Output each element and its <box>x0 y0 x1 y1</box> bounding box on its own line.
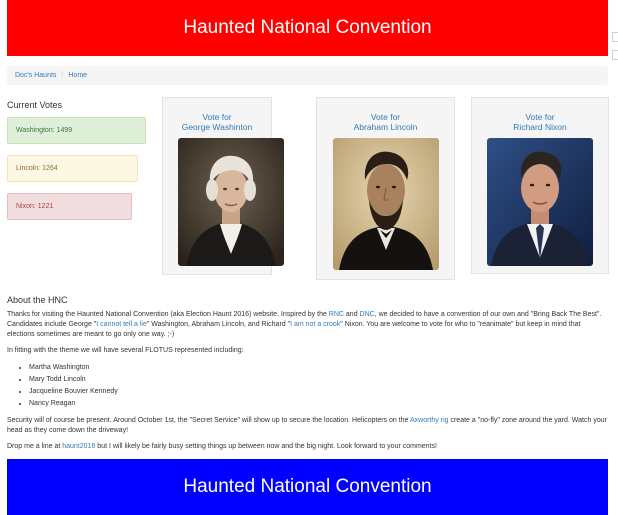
text-segment: and <box>343 311 360 318</box>
text-segment: create a "no-fly" zone around the yard. Watch your head as they come down the driveway! <box>7 417 607 434</box>
about-heading: About the HNC <box>7 295 68 305</box>
breadcrumb <box>7 66 608 85</box>
haunt2016-link[interactable]: haunt2016 <box>62 443 96 450</box>
edge-marker <box>612 50 618 60</box>
text-segment: Drop me a line at <box>7 443 63 450</box>
list-item: • Mary Todd Lincoln <box>29 374 608 386</box>
header-title: Haunted National Convention <box>183 17 432 38</box>
not-a-crook-link[interactable]: I am not a crook <box>290 321 341 328</box>
candidate-card-washington <box>162 97 272 275</box>
about-paragraph-intro <box>7 310 608 340</box>
portrait-nixon[interactable] <box>487 138 593 266</box>
list-item: • Jacqueline Bouvier Kennedy <box>29 386 608 398</box>
edge-marker <box>612 32 618 42</box>
vote-lincoln-link[interactable] <box>317 112 454 132</box>
vote-washington-link[interactable] <box>163 112 271 132</box>
tally-label: Washington: 1499 <box>16 127 73 134</box>
text-segment: , we decided to have a convention of our own and "Bring Back The Best". Candidates include George " <box>7 311 602 328</box>
about-paragraph-contact <box>7 442 608 452</box>
footer-title: Haunted National Convention <box>183 476 432 497</box>
vote-nixon-link[interactable] <box>472 112 608 132</box>
dnc-link[interactable]: DNC <box>359 311 375 318</box>
tally-label: Lincoln: 1264 <box>16 165 58 172</box>
breadcrumb-link-docs-haunts[interactable]: Doc's Haunts <box>15 72 57 79</box>
tally-washington <box>7 117 146 144</box>
page-edge <box>612 0 618 515</box>
portrait-washington[interactable] <box>178 138 284 266</box>
text-segment: " Nixon. You are welcome to vote for who to "reanimate" but keep in mind that elections sometimes are meant to go only one way. ;-) <box>7 321 581 338</box>
breadcrumb-separator: / <box>61 72 64 79</box>
cannot-tell-a-lie-link[interactable]: I cannot tell a lie <box>96 321 147 328</box>
axworthy-rig-link[interactable]: Axworthy rig <box>410 417 449 424</box>
tally-nixon <box>7 193 132 220</box>
text-segment: Security will of course be present. Around October 1st, the "Secret Service" will show up to secure the location. Helicopters on the <box>7 417 411 424</box>
text-segment: Thanks for visiting the Haunted National Convention (aka Election Haunt 2016) website. Inspired by the <box>7 311 329 318</box>
current-votes-heading: Current Votes <box>7 100 63 110</box>
vote-link-prefix: Vote for <box>525 112 555 122</box>
tally-label: Nixon: 1221 <box>16 203 54 210</box>
vote-link-prefix: Vote for <box>370 112 401 122</box>
text-segment: but I will likely be fairly busy setting things up between now and the big night. Look forward to your comments! <box>95 443 437 450</box>
candidate-name: Richard Nixon <box>513 122 567 132</box>
list-item: • Martha Washington <box>29 362 608 374</box>
about-paragraph-security <box>7 416 608 436</box>
breadcrumb-link-home[interactable]: Home <box>68 72 88 79</box>
about-paragraph-flotus: In fitting with the theme we will have several FLOTUS represented including: <box>7 347 244 354</box>
candidate-name: George Washinton <box>181 122 253 132</box>
candidate-name: Abraham Lincoln <box>353 122 418 132</box>
candidate-card-lincoln <box>316 97 455 280</box>
rnc-link[interactable]: RNC <box>328 311 344 318</box>
vote-link-prefix: Vote for <box>202 112 232 122</box>
list-item: • Nancy Reagan <box>29 398 608 410</box>
portrait-lincoln[interactable] <box>333 138 439 270</box>
about-section <box>7 310 608 452</box>
footer-banner <box>7 459 608 515</box>
text-segment: " Washington, Abraham Lincoln, and Richard " <box>146 321 291 328</box>
flotus-list <box>7 362 608 410</box>
tally-lincoln <box>7 155 138 182</box>
header-banner <box>7 0 608 56</box>
candidate-card-nixon <box>471 97 609 274</box>
